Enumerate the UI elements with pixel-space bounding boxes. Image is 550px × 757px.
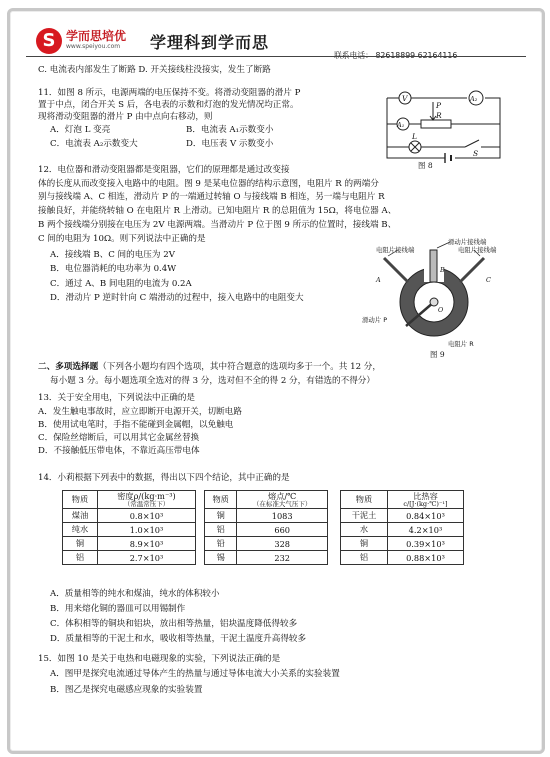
- melting-cell: 铜: [205, 509, 237, 523]
- heat-cell: 铜: [341, 537, 388, 551]
- melting-header-substance: 物质: [205, 491, 237, 509]
- q15-stem: 15．如图 10 是关于电热和电磁现象的实验，下列说法正确的是: [38, 654, 281, 664]
- q13-option-c: C．保险丝熔断后，可以用其它金属丝替换: [38, 433, 200, 443]
- q11-stem-line2: 置于中点，闭合开关 S 后，各电表的示数和灯泡的发光情况均正常。: [38, 100, 299, 110]
- density-cell: 8.9×10³: [97, 537, 195, 551]
- table-row: [205, 551, 328, 565]
- melting-cell: 232: [237, 551, 328, 565]
- table-row: [63, 509, 196, 523]
- melting-cell: 铝: [205, 523, 237, 537]
- table-row: [341, 537, 464, 551]
- figure-8-caption: 图 8: [418, 161, 433, 170]
- melting-point-table: [204, 490, 328, 565]
- q14-option-a: A．质量相等的纯水和煤油，纯水的体积较小: [50, 589, 220, 599]
- q15-option-b: B．图乙是探究电磁感应现象的实验装置: [50, 685, 203, 695]
- q12-stem-line5: B 两个接线端分别接在电压为 2V 电源两端。当滑动片 P 位于图 9 所示的位置时，接线端 B、: [38, 220, 397, 230]
- fig9-resistor-terminal-right-label: 电阻片接线端: [458, 246, 497, 254]
- heat-header-title: 比热容: [413, 491, 438, 501]
- page-header: [26, 26, 526, 60]
- density-cell: 1.0×10³: [97, 523, 195, 537]
- heat-cell: 0.84×10³: [387, 509, 463, 523]
- q14-option-d: D．质量相等的干泥土和水，吸收相等热量，干泥土温度升高得较多: [50, 634, 307, 644]
- table-row: [205, 537, 328, 551]
- table-row: [205, 509, 328, 523]
- density-header-title: 密度ρ/(kg·m⁻³): [117, 491, 176, 501]
- density-cell: 铝: [63, 551, 98, 565]
- fig9-label-o: O: [438, 306, 444, 314]
- section2-intro-line2: 每小题 3 分。每小题选项全选对的得 3 分，选对但不全的得 2 分，有错选的不得分）: [50, 376, 375, 386]
- density-table: [62, 490, 196, 565]
- melting-cell: 锡: [205, 551, 237, 565]
- brand-url: www.speiyou.com: [66, 43, 121, 50]
- density-cell: 铜: [63, 537, 98, 551]
- q15-option-a: A．图甲是探究电流通过导体产生的热量与通过导体电流大小关系的实验装置: [50, 669, 340, 679]
- melting-header-title: 熔点/℃: [268, 491, 297, 501]
- q11-option-c: C．电流表 A₂示数变大: [50, 139, 138, 149]
- heat-cell: 干泥土: [341, 509, 388, 523]
- q11-stem-line3: 现将滑动变阻器的滑片 P 由中点向右移动，则: [38, 112, 213, 122]
- table-row: [341, 523, 464, 537]
- fig8-label-l: L: [412, 132, 417, 141]
- q12-stem-line6: C 间的电阻为 10Ω。则下列说法中正确的是: [38, 234, 206, 244]
- heat-cell: 铝: [341, 551, 388, 565]
- fig9-label-c: C: [486, 276, 491, 284]
- density-cell: 2.7×10³: [97, 551, 195, 565]
- heat-cell: 0.88×10³: [387, 551, 463, 565]
- heat-cell: 水: [341, 523, 388, 537]
- section2-intro-line1: （下列各小题均有四个选项，其中符合题意的选项均多于一个。共 12 分，: [98, 362, 381, 372]
- section2-header: [38, 363, 381, 373]
- figure-9-potentiometer: [362, 238, 512, 350]
- table-row: [63, 523, 196, 537]
- brand-name: 学而思培优: [66, 29, 127, 43]
- fig8-label-r: R: [436, 111, 442, 120]
- table-row: [205, 523, 328, 537]
- fig9-resistor-label: 电阻片 R: [448, 340, 474, 348]
- brand-slogan: 学理科到学而思: [150, 33, 270, 52]
- melting-cell: 328: [237, 537, 328, 551]
- heat-header-value: [387, 491, 463, 509]
- brand-logo-icon: S: [36, 28, 62, 54]
- melting-cell: 660: [237, 523, 328, 537]
- fig8-label-a1: A₁: [397, 121, 405, 129]
- fig9-slider-terminal-label: 滑动片接线端: [448, 238, 487, 246]
- q12-option-d: D．滑动片 P 逆时针向 C 端滑动的过程中，接入电路中的电阻变大: [50, 293, 304, 303]
- q12-option-c: C．通过 A、B 间电阻的电流为 0.2A: [50, 279, 192, 289]
- q14-option-b: B．用来熔化铜的器皿可以用锡制作: [50, 604, 186, 614]
- q12-option-b: B．电位器消耗的电功率为 0.4W: [50, 264, 177, 274]
- fig9-label-a: A: [376, 276, 381, 284]
- melting-header-note: （在标准大气压下）: [252, 499, 312, 508]
- q12-option-a: A．接线端 B、C 间的电压为 2V: [50, 250, 175, 260]
- q13-option-a: A．发生触电事故时，应立即断开电源开关，切断电路: [38, 407, 242, 417]
- q13-stem: 13．关于安全用电，下列说法中正确的是: [38, 393, 196, 403]
- figure-9-caption: 图 9: [430, 350, 445, 359]
- q11-stem-line1: 11．如图 8 所示，电源两端的电压保持不变。将滑动变阻器的滑片 P: [38, 88, 301, 98]
- q12-stem-line2: 体的长度从而改变接入电路中的电阻。图 9 是某电位器的结构示意图，电阻片 R 的两端分: [38, 179, 379, 189]
- section2-heading: 二、多项选择题: [38, 362, 99, 372]
- table-row: [63, 537, 196, 551]
- density-cell: 0.8×10³: [97, 509, 195, 523]
- q12-stem-line4: 接触良好，并能绕转轴 O 在电阻片 R 上滑动。已知电阻片 R 的总阻值为 15Ω，将电位器 A、: [38, 206, 397, 216]
- q14-stem: 14．小莉根据下列表中的数据，得出以下四个结论，其中正确的是: [38, 473, 290, 483]
- specific-heat-table: [340, 490, 464, 565]
- figure-8-circuit: [375, 84, 510, 172]
- melting-cell: 铅: [205, 537, 237, 551]
- header-divider: [26, 56, 526, 57]
- fig8-label-v: V: [402, 94, 408, 103]
- density-cell: 煤油: [63, 509, 98, 523]
- q12-stem-line3: 别与接线端 A、C 相连，滑动片 P 的一端通过转轴 O 与接线端 B 相连，另一端与电阻片 R: [38, 192, 385, 202]
- table-row: [341, 509, 464, 523]
- q11-option-d: D．电压表 V 示数变小: [186, 139, 274, 149]
- q13-option-b: B．使用试电笔时，手指不能碰到金属帽，以免触电: [38, 420, 234, 430]
- fig9-slider-label: 滑动片 P: [362, 316, 388, 324]
- density-header-value: [97, 491, 195, 509]
- fig8-label-a2: A₂: [470, 95, 478, 103]
- density-header-substance: 物质: [63, 491, 98, 509]
- q11-option-b: B．电流表 A₁示数变小: [186, 125, 274, 135]
- melting-cell: 1083: [237, 509, 328, 523]
- table-row: [341, 551, 464, 565]
- q11-option-a: A．灯泡 L 变亮: [50, 125, 111, 135]
- heat-cell: 4.2×10³: [387, 523, 463, 537]
- heat-header-substance: 物质: [341, 491, 388, 509]
- fig9-resistor-terminal-left-label: 电阻片接线端: [376, 246, 415, 254]
- density-cell: 纯水: [63, 523, 98, 537]
- heat-cell: 0.39×10³: [387, 537, 463, 551]
- heat-header-note: c/[J·(kg·℃)⁻¹]: [403, 499, 448, 508]
- q13-option-d: D．不接触低压带电体，不靠近高压带电体: [38, 446, 200, 456]
- q12-stem-line1: 12．电位器和滑动变阻器都是变阻器，它们的原理都是通过改变接: [38, 165, 290, 175]
- q10-options-cd: C. 电流表内部发生了断路 D. 开关接线柱没接实，发生了断路: [38, 65, 271, 75]
- melting-header-value: [237, 491, 328, 509]
- fig8-label-s: S: [473, 149, 479, 158]
- table-row: [63, 551, 196, 565]
- fig9-label-b: B: [440, 266, 445, 274]
- density-header-note: （常温常压下）: [123, 499, 170, 508]
- fig8-label-p: P: [436, 101, 442, 110]
- q14-option-c: C．体积相等的铜块和铝块，放出相等热量，铝块温度降低得较多: [50, 619, 298, 629]
